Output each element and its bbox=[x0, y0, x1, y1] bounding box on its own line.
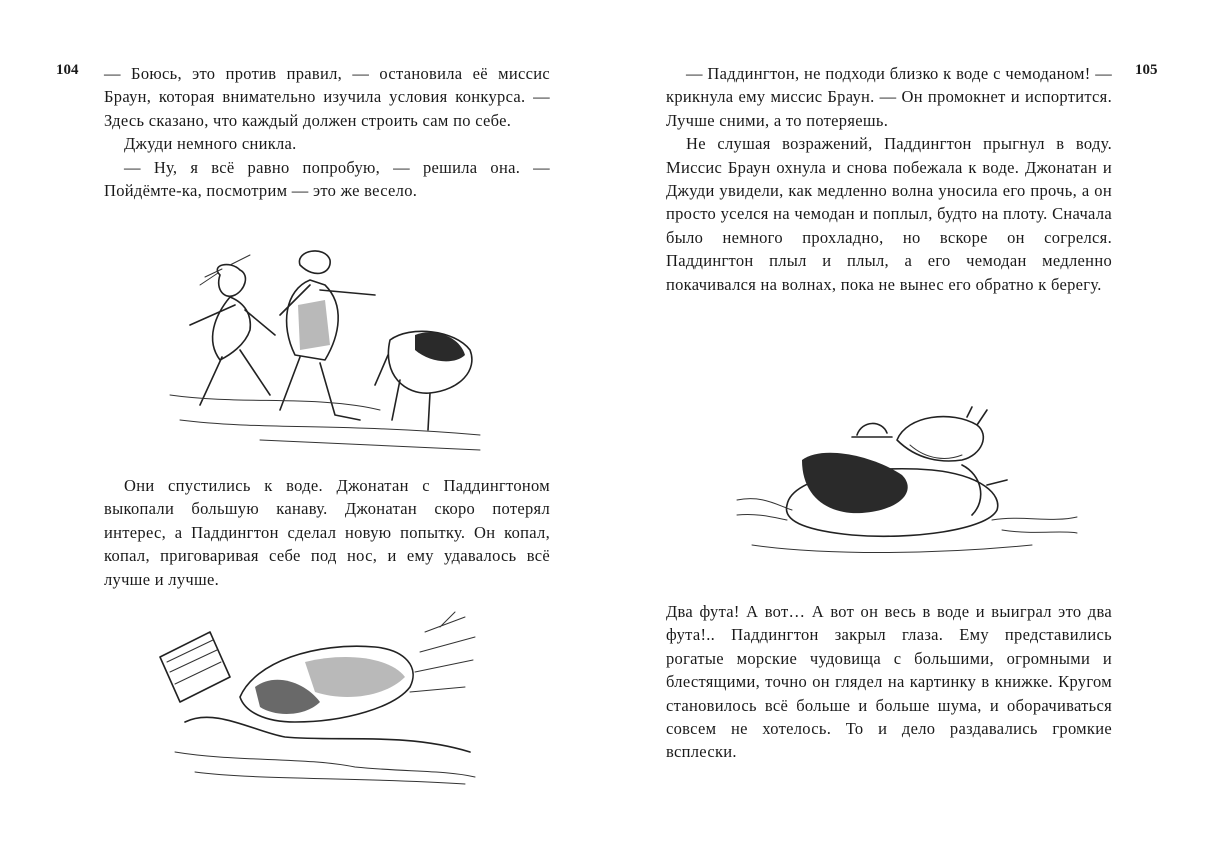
paragraph: — Боюсь, это против правил, — остановила её миссис Браун, которая внимательно изучила условия конкурса. — Здесь сказано, что каждый должен строить сам по себе. bbox=[104, 64, 550, 130]
paragraph: Два фута! А вот… А вот он весь в воде и выиграл это два фута!.. Паддингтон закрыл глаза. Ему представились рогатые морские чудовища с большими, огромными и блестящими, точно он глядел на картинку в книжке. Кругом становилось всё больше и больше шума, и оборачиваться совсем не хотелось. То и дело раздавались громкие всплески. bbox=[666, 602, 1112, 762]
right-page bbox=[607, 0, 1214, 864]
children-and-bear-running-illustration bbox=[160, 245, 495, 460]
paragraph: Они спустились к воде. Джонатан с Паддингтоном выкопали большую канаву. Джонатан скоро потерял интерес, а Паддингтон сделал новую попытку. Он копал, копал, приговаривая себе под нос, и ему удавалось всё лучше и лучше. bbox=[104, 476, 550, 589]
paragraph: — Паддингтон, не подходи близко к воде с чемоданом! — крикнула ему миссис Браун. — Он промокнет и испортится. Лучше сними, а то потеряешь. bbox=[666, 64, 1112, 130]
right-text-block-1 bbox=[666, 62, 1112, 296]
paragraph: Не слушая возражений, Паддингтон прыгнул в воду. Миссис Браун охнула и снова побежала к воде. Джонатан и Джуди увидели, как медленно волна уносила его прочь, а он просто уселся на чемодан и поплыл, будто на плоту. Сначала было немного прохладно, но вскоре он согрелся. Паддингтон плыл и плыл, а его чемодан медленно покачивался на волнах, пока не вынес его обратно к берегу. bbox=[666, 134, 1112, 294]
bear-riding-suitcase-on-wave-illustration bbox=[155, 612, 480, 787]
bear-floating-in-rubber-ring-illustration bbox=[732, 405, 1082, 565]
page-number-left: 104 bbox=[56, 62, 79, 78]
right-text-block-2 bbox=[666, 600, 1112, 764]
left-text-block-2 bbox=[104, 474, 550, 591]
paragraph: Джуди немного сникла. bbox=[124, 134, 297, 154]
left-text-block-1 bbox=[104, 62, 550, 202]
page-number-right: 105 bbox=[1135, 62, 1158, 78]
paragraph: — Ну, я всё равно попробую, — решила она. — Пойдёмте-ка, посмотрим — это же весело. bbox=[104, 157, 550, 201]
